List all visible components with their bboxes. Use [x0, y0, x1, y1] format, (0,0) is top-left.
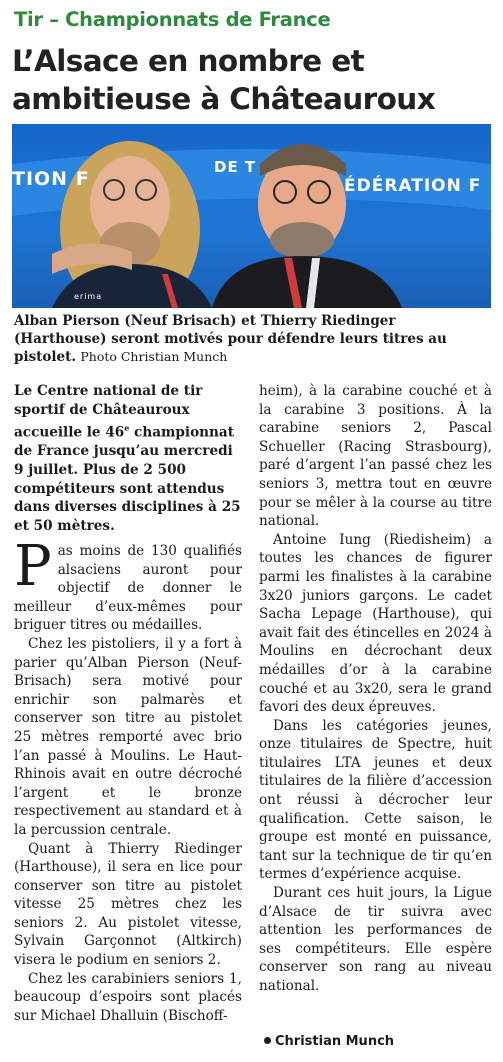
lead-superscript: e: [124, 423, 130, 434]
article-column-left: [14, 534, 242, 1025]
body-paragraph-7: Durant ces huit jours, la Ligue d’Alsace de tir suivra avec attention les performances de ses compétiteurs. Elle espère conserver son rang au niveau national.: [259, 885, 492, 994]
drop-cap: P: [14, 534, 52, 599]
body-paragraph-5: Antoine Iung (Riedisheim) a toutes les chances de figurer parmi les finalistes à la carabine 3x20 juniors garçons. Le cadet Sacha Lepage (Harthouse), qui avait fait des étincelles en 2024 à Moulins en décrochant deux médailles d’or à la carabine couché et au 3x20, sera le grand favori des deux épreuves.: [259, 531, 492, 716]
caption-text: Alban Pierson (Neuf Brisach) et Thierry Riedinger (Harthouse) seront motivés pour défendre leurs titres au pistolet.: [14, 313, 447, 365]
photo-caption: [14, 312, 492, 366]
body-paragraph-2: Chez les pistoliers, il y a fort à parier qu’Alban Pierson (Neuf-Brisach) sera motivé pour enrichir son palmarès et conserver son titre au pistolet 25 mètres remporté avec brio l’an passé à Moulins. Le Haut-Rhinois avait en outre décroché l’argent et le bronze respectivement au standard et à la percussion centrale.: [14, 635, 242, 838]
photo-illustration: [12, 124, 491, 308]
byline-author: Christian Munch: [275, 1034, 395, 1049]
shirt-logo: erima: [74, 292, 103, 301]
article-photo: [12, 124, 491, 308]
banner-text-left: TION F: [12, 168, 90, 190]
lead-text-b: championnat de France jusqu’au mercredi 9 juillet. Plus de 2 500 compétiteurs sont attendus dans diverses disciplines à 25 et 50 mètres.: [14, 424, 241, 534]
kicker-title: Tir – Championnats de France: [14, 8, 331, 31]
lead-text-a: Le Centre national de tir sportif de Châteauroux accueille le 46: [14, 383, 203, 441]
article-column-right: [259, 382, 492, 996]
banner-text-center: DE T: [214, 158, 257, 176]
photo-credit: Photo Christian Munch: [80, 349, 228, 364]
body-paragraph-4-start: Chez les carabiniers seniors 1, beaucoup d’espoirs sont placés sur Michael Dhalluin (Bischoff-: [14, 970, 242, 1024]
byline: [264, 1034, 394, 1049]
lead-paragraph: [14, 382, 242, 535]
body-paragraph-3: Quant à Thierry Riedinger (Harthouse), il sera en lice pour conserver son titre au pistolet vitesse 25 mètres chez les seniors 2. Au pistolet vitesse, Sylvain Garçonnot (Altkirch) visera le podium en seniors 2.: [14, 840, 242, 969]
bullet-icon: [264, 1037, 271, 1044]
headline: L’Alsace en nombre et ambitieuse à Châteauroux: [12, 44, 436, 116]
body-paragraph-6: Dans les catégories jeunes, onze titulaires de Spectre, huit titulaires LTA jeunes et deux titulaires de la filière d’accession ont réussi à décrocher leur qualification. Cette saison, le groupe est monté en puissance, tant sur la technique de tir qu’en termes d’expérience acquise.: [259, 717, 492, 883]
body-paragraph-1: [14, 534, 242, 635]
body-paragraph-4-end: heim), à la carabine couché et à la carabine 3 positions. À la carabine seniors 2, Pascal Schueller (Racing Strasbourg), paré d’argent l’an passé chez les seniors 3, mettra tout en œuvre pour se mêler à la course au titre national.: [259, 383, 492, 530]
body-paragraph-1-text: as moins de 130 qualifiés alsaciens auront pour objectif de donner le meilleur d’eux-mêmes pour briguer titres ou médailles.: [14, 543, 242, 634]
banner-text-right: ÉDÉRATION F: [344, 176, 482, 196]
